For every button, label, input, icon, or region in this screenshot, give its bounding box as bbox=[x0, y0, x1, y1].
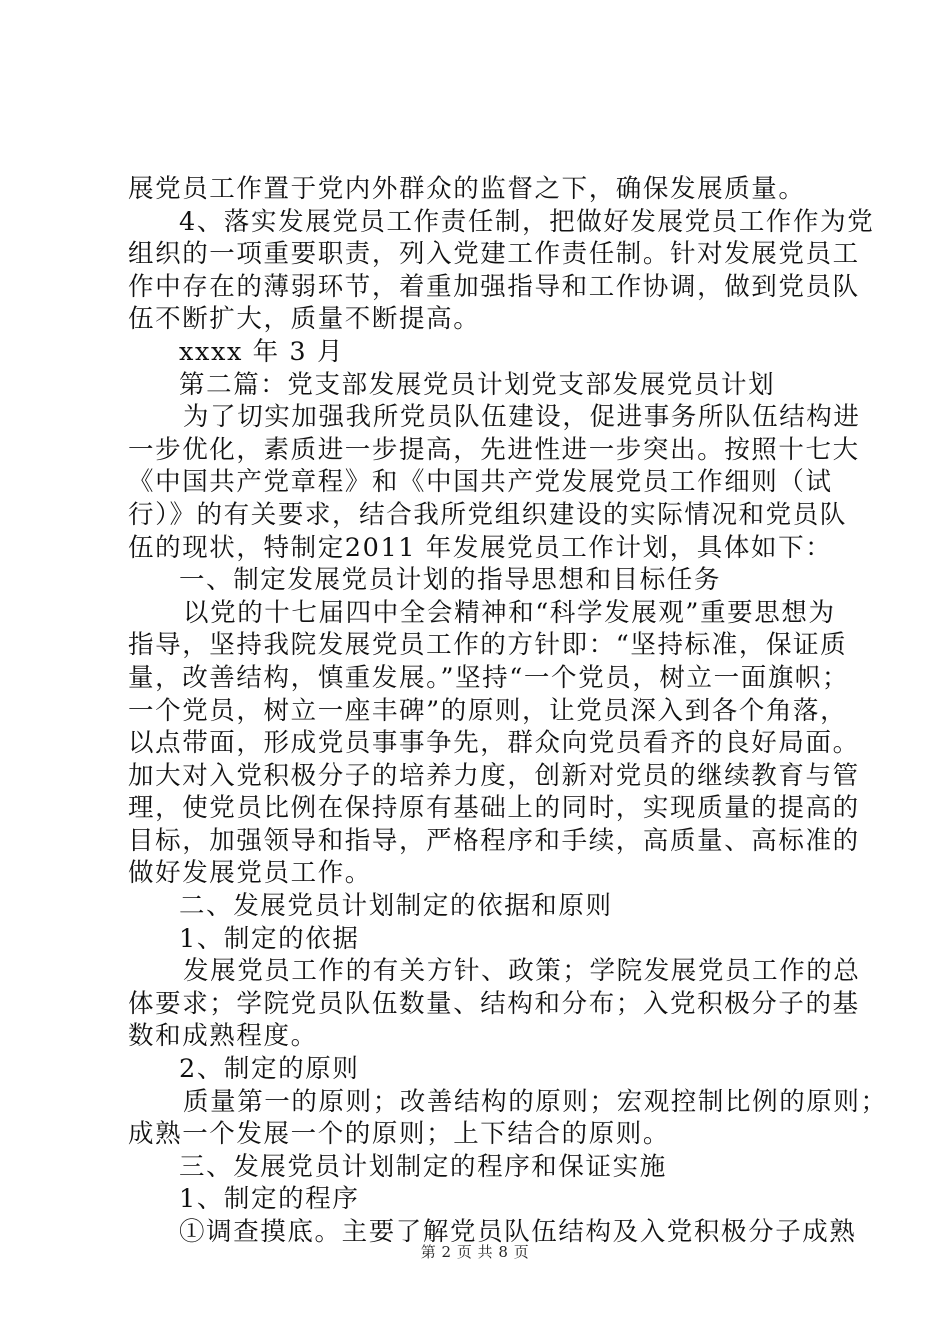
text-line: 4、落实发展党员工作责任制，把做好发展党员工作作为党 bbox=[179, 206, 875, 237]
text-line: 一步优化，素质进一步提高，先进性进一步突出。按照十七大 bbox=[128, 434, 860, 465]
text-line: ①调查摸底。主要了解党员队伍结构及入党积极分子成熟 bbox=[179, 1217, 857, 1247]
text-line: 体要求；学院党员队伍数量、结构和分布；入党积极分子的基 bbox=[128, 988, 860, 1019]
text-line: 三、发展党员计划制定的程序和保证实施 bbox=[179, 1151, 667, 1182]
text-line: 以党的十七届四中全会精神和“科学发展观”重要思想为 bbox=[183, 597, 836, 628]
text-line: 1、制定的依据 bbox=[179, 923, 360, 954]
text-line: 为了切实加强我所党员队伍建设，促进事务所队伍结构进 bbox=[183, 402, 861, 433]
text-line: 展党员工作置于党内外群众的监督之下，确保发展质量。 bbox=[128, 174, 806, 204]
text-line: 2、制定的原则 bbox=[179, 1054, 360, 1085]
text-line: 数和成熟程度。 bbox=[128, 1021, 318, 1052]
text-line: 作中存在的薄弱环节，着重加强指导和工作协调，做到党员队 bbox=[128, 271, 860, 302]
text-line: 成熟一个发展一个的原则；上下结合的原则。 bbox=[128, 1119, 671, 1150]
text-line: 1、制定的程序 bbox=[179, 1184, 360, 1215]
text-line: 目标，加强领导和指导，严格程序和手续，高质量、高标准的 bbox=[128, 825, 860, 856]
text-line: 做好发展党员工作。 bbox=[128, 858, 372, 889]
text-line: 一、制定发展党员计划的指导思想和目标任务 bbox=[179, 565, 722, 596]
text-line: 以点带面，形成党员事事争先，群众向党员看齐的良好局面。 bbox=[128, 728, 860, 759]
text-line: xxxx 年 3 月 bbox=[179, 336, 345, 367]
text-line: 伍的现状，特制定2011 年发展党员工作计划，具体如下： bbox=[128, 532, 833, 563]
text-line: 第二篇：党支部发展党员计划党支部发展党员计划 bbox=[179, 369, 776, 400]
text-line: 组织的一项重要职责，列入党建工作责任制。针对发展党员工 bbox=[128, 239, 860, 270]
text-line: 质量第一的原则；改善结构的原则；宏观控制比例的原则； bbox=[183, 1086, 888, 1117]
page-footer: 第 2 页 共 8 页 bbox=[420, 1243, 530, 1261]
text-line: 《中国共产党章程》和《中国共产党发展党员工作细则（试 bbox=[128, 467, 833, 498]
text-line: 发展党员工作的有关方针、政策；学院发展党员工作的总 bbox=[183, 956, 861, 987]
text-line: 指导，坚持我院发展党员工作的方针即：“坚持标准，保证质 bbox=[128, 630, 848, 661]
text-line: 一个党员，树立一座丰碑”的原则，让党员深入到各个角落， bbox=[128, 695, 848, 726]
text-line: 伍不断扩大，质量不断提高。 bbox=[128, 304, 481, 335]
text-line: 二、发展党员计划制定的依据和原则 bbox=[179, 891, 613, 922]
text-line: 量，改善结构，慎重发展。”坚持“一个党员，树立一面旗帜； bbox=[128, 662, 850, 693]
document-body bbox=[128, 173, 888, 1249]
text-line: 行）》的有关要求，结合我所党组织建设的实际情况和党员队 bbox=[128, 499, 847, 530]
text-line: 加大对入党积极分子的培养力度，创新对党员的继续教育与管 bbox=[128, 760, 860, 791]
text-line: 理，使党员比例在保持原有基础上的同时，实现质量的提高的 bbox=[128, 793, 860, 824]
